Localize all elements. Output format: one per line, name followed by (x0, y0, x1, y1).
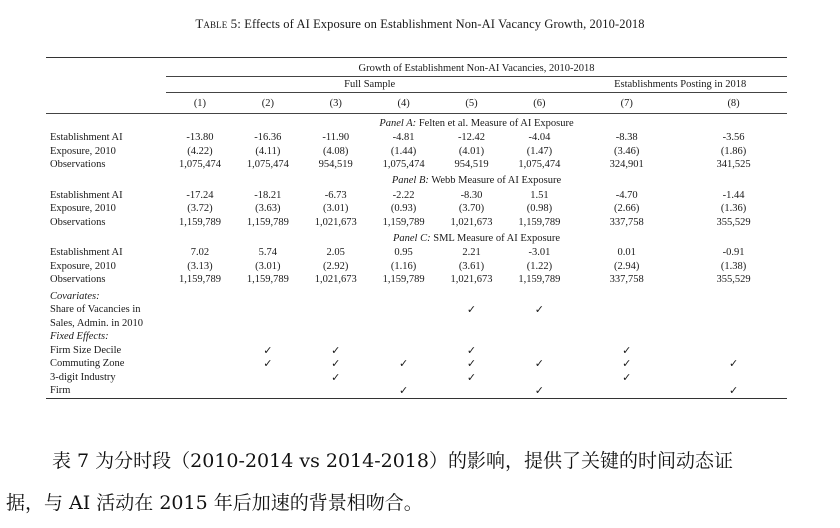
std-error-cell: (0.93) (390, 203, 417, 214)
std-error-row (46, 260, 787, 274)
panel-heading-row (46, 114, 787, 132)
checkmark-cell (505, 371, 573, 385)
empty-cell (302, 330, 370, 344)
row-label: Sales, Admin. in 2010 (50, 317, 144, 329)
std-error-cell: (1.16) (390, 260, 417, 272)
panel-title: SML Measure of AI Exposure (433, 232, 560, 244)
regression-table (46, 57, 787, 399)
observations-cell: 954,519 (318, 159, 353, 170)
empty-cell (370, 330, 438, 344)
empty-cell (438, 317, 506, 331)
row-label: Share of Vacancies in (50, 304, 141, 315)
coefficient-cell: -1.44 (722, 189, 745, 201)
empty-cell (166, 290, 234, 304)
empty-cell (505, 330, 573, 344)
coefficient-cell: 2.21 (462, 247, 481, 258)
observations-cell: 1,159,789 (178, 274, 221, 285)
checkmark-cell (302, 303, 370, 317)
observations-cell: 341,525 (716, 159, 751, 170)
checkmark-cell (166, 371, 234, 385)
std-error-cell: (3.72) (187, 203, 213, 214)
table-title: Effects of AI Exposure on Establishment Non-AI Vacancy Growth, 2010-2018 (244, 17, 645, 31)
body-paragraph-line-2: 据，与 AI 活动在 2015 年后加速的背景相吻合。 (6, 492, 423, 514)
std-error-cell: (3.63) (255, 203, 281, 214)
empty-cell (438, 290, 506, 304)
row-label: 3-digit Industry (50, 371, 116, 383)
column-number: (5) (438, 93, 506, 114)
observations-cell: 324,901 (609, 159, 644, 170)
coefficient-cell: 7.02 (190, 247, 210, 258)
std-error-cell: (1.47) (526, 145, 553, 157)
empty-cell (573, 330, 680, 344)
row-label: Observations (50, 216, 106, 228)
checkmark-cell: ✓ (331, 370, 341, 384)
table-label: Table 5: (195, 16, 241, 31)
observations-cell: 1,159,789 (518, 274, 561, 285)
checkmark-cell (438, 384, 506, 398)
empty-cell (573, 290, 680, 304)
coefficient-cell: -2.22 (392, 189, 415, 201)
empty-cell (680, 290, 787, 304)
checkmark-cell (370, 371, 438, 385)
coefficient-cell: -4.81 (392, 132, 415, 143)
checkmark-cell (370, 303, 438, 317)
checkmark-cell (166, 357, 234, 371)
fixed-effect-row (46, 344, 787, 358)
observations-cell: 1,159,789 (518, 216, 561, 228)
empty-cell (234, 290, 302, 304)
panel-heading (166, 229, 787, 246)
std-error-cell: (1.38) (720, 260, 747, 272)
checkmark-cell (680, 303, 787, 317)
coefficient-cell: 1.51 (530, 189, 549, 201)
checkmark-cell (166, 384, 234, 398)
fixed-effects-heading-row (46, 330, 787, 344)
empty-cell (302, 317, 370, 331)
observations-cell: 1,159,789 (382, 274, 425, 285)
checkmark-cell: ✓ (466, 357, 477, 370)
observations-cell: 1,021,673 (450, 216, 493, 228)
std-error-cell: (2.94) (614, 260, 640, 272)
panel-heading (166, 114, 787, 132)
row-label: Covariates: (50, 290, 100, 302)
coefficient-cell: -11.90 (322, 132, 350, 143)
row-label: Firm (46, 384, 166, 398)
coefficient-cell: -0.91 (722, 247, 745, 258)
coefficient-cell: 2.05 (326, 247, 345, 258)
std-error-cell: (4.11) (255, 145, 281, 157)
header-spanner-row (46, 62, 787, 77)
std-error-cell: (3.13) (187, 260, 213, 272)
observations-cell: 1,075,474 (246, 159, 289, 170)
coefficient-row (46, 131, 787, 145)
header-establishments-posting: Establishments Posting in 2018 (573, 77, 787, 93)
column-number: (6) (505, 93, 573, 114)
observations-cell: 1,021,673 (314, 274, 357, 285)
checkmark-cell (370, 344, 438, 358)
row-label: Commuting Zone (50, 358, 125, 369)
empty-cell (505, 290, 573, 304)
empty-cell (505, 317, 573, 331)
column-number: (1) (166, 93, 234, 114)
std-error-cell: (1.86) (720, 145, 747, 157)
observations-cell: 355,529 (716, 216, 751, 228)
std-error-cell: (1.44) (390, 145, 417, 157)
observations-cell: 1,159,789 (382, 216, 425, 228)
std-error-row (46, 202, 787, 216)
coefficient-cell: -4.04 (528, 132, 551, 143)
checkmark-cell (234, 384, 302, 398)
panel-heading (166, 172, 787, 189)
std-error-cell: (4.01) (458, 145, 485, 157)
checkmark-cell: ✓ (680, 384, 787, 398)
header-group-row (46, 77, 787, 93)
empty-cell (573, 317, 680, 331)
checkmark-cell: ✓ (534, 357, 544, 370)
panel-label: Panel A: (379, 117, 417, 129)
empty-cell (234, 330, 302, 344)
checkmark-cell: ✓ (622, 343, 632, 357)
coefficient-cell: 0.01 (617, 247, 636, 258)
coefficient-cell: -13.80 (186, 132, 214, 143)
row-label: Observations (50, 274, 106, 285)
body-paragraph-line-1: 表 7 为分时段（2010-2014 vs 2014-2018）的影响，提供了关键的时间动态证 (52, 450, 733, 472)
checkmark-cell (505, 344, 573, 358)
coefficient-cell: -12.42 (457, 132, 486, 143)
std-error-row (46, 145, 787, 159)
coefficient-cell: -8.38 (615, 132, 638, 143)
empty-cell (370, 290, 438, 304)
std-error-cell: (1.36) (720, 203, 747, 214)
observations-row (46, 273, 787, 287)
checkmark-cell: ✓ (622, 370, 632, 384)
covariates-heading-row (46, 290, 787, 304)
share-vacancies-row (46, 303, 787, 317)
checkmark-cell (166, 344, 234, 358)
std-error-cell: (4.22) (187, 145, 213, 157)
coefficient-row (46, 189, 787, 203)
empty-cell (680, 330, 787, 344)
checkmark-cell: ✓ (263, 343, 273, 357)
row-label: Establishment AI (50, 189, 123, 201)
checkmark-cell: ✓ (622, 357, 632, 370)
checkmark-cell (234, 303, 302, 317)
empty-cell (234, 317, 302, 331)
row-label: Establishment AI (50, 132, 123, 143)
checkmark-cell: ✓ (370, 384, 438, 398)
checkmark-cell: ✓ (331, 343, 341, 357)
std-error-cell: (3.61) (458, 260, 485, 272)
checkmark-cell (573, 303, 680, 317)
checkmark-cell (573, 384, 680, 398)
checkmark-cell: ✓ (466, 370, 477, 384)
table-caption (0, 16, 840, 32)
panel-heading-row (46, 229, 787, 246)
coefficient-cell: -3.56 (722, 132, 745, 143)
row-label: Fixed Effects: (50, 331, 109, 342)
column-number: (7) (573, 93, 680, 114)
checkmark-cell (680, 371, 787, 385)
checkmark-cell (234, 371, 302, 385)
std-error-cell: (3.01) (255, 260, 281, 272)
observations-cell: 1,159,789 (246, 216, 289, 228)
empty-cell (302, 290, 370, 304)
checkmark-cell: ✓ (505, 384, 573, 398)
panel-heading-row (46, 172, 787, 189)
observations-cell: 337,758 (609, 274, 644, 285)
column-number: (4) (370, 93, 438, 114)
row-label: Observations (50, 159, 106, 170)
row-label: Establishment AI (50, 247, 123, 258)
fixed-effect-row (46, 357, 787, 371)
checkmark-cell (166, 303, 234, 317)
coefficient-cell: -18.21 (254, 189, 282, 201)
column-number: (8) (680, 93, 787, 114)
column-number: (2) (234, 93, 302, 114)
observations-cell: 1,159,789 (246, 274, 289, 285)
coefficient-cell: -16.36 (254, 132, 282, 143)
std-error-cell: (3.01) (323, 203, 349, 214)
row-label: Exposure, 2010 (50, 145, 116, 157)
observations-cell: 1,075,474 (518, 159, 561, 170)
observations-row (46, 216, 787, 230)
fixed-effect-row (46, 371, 787, 385)
checkmark-cell: ✓ (728, 357, 739, 370)
coefficient-row (46, 246, 787, 260)
std-error-cell: (3.46) (614, 145, 640, 157)
panel-title: Webb Measure of AI Exposure (431, 175, 562, 187)
column-number: (3) (302, 93, 370, 114)
empty-cell (370, 317, 438, 331)
empty-cell (166, 330, 234, 344)
std-error-cell: (2.66) (614, 203, 640, 214)
std-error-cell: (4.08) (323, 145, 349, 157)
empty-cell (680, 317, 787, 331)
checkmark-cell: ✓ (263, 357, 273, 370)
checkmark-cell: ✓ (466, 303, 477, 316)
coefficient-cell: -6.73 (324, 189, 347, 201)
std-error-cell: (1.22) (526, 260, 553, 272)
share-vacancies-row-cont (46, 317, 787, 331)
row-label: Firm Size Decile (50, 344, 122, 356)
observations-cell: 1,075,474 (382, 159, 425, 170)
header-full-sample: Full Sample (166, 77, 573, 93)
observations-cell: 954,519 (454, 159, 489, 170)
coefficient-cell: 5.74 (258, 247, 278, 258)
panel-label: Panel C: (392, 232, 431, 244)
coefficient-cell: -3.01 (528, 247, 551, 258)
checkmark-cell: ✓ (399, 357, 409, 370)
observations-cell: 1,021,673 (450, 274, 493, 285)
std-error-cell: (2.92) (323, 260, 349, 272)
checkmark-cell (302, 384, 370, 398)
row-label: Exposure, 2010 (50, 260, 116, 272)
checkmark-cell: ✓ (534, 303, 544, 316)
observations-cell: 1,075,474 (178, 159, 221, 170)
header-spanner: Growth of Establishment Non-AI Vacancies, 2010-2018 (166, 62, 787, 77)
std-error-cell: (3.70) (458, 203, 485, 214)
coefficient-cell: -4.70 (615, 189, 638, 201)
checkmark-cell: ✓ (466, 343, 477, 357)
observations-cell: 1,021,673 (314, 216, 357, 228)
std-error-cell: (0.98) (526, 203, 553, 214)
fixed-effect-row (46, 384, 787, 398)
column-number-row (46, 93, 787, 114)
row-label: Exposure, 2010 (50, 203, 116, 214)
panel-title: Felten et al. Measure of AI Exposure (418, 117, 574, 129)
checkmark-cell (680, 344, 787, 358)
observations-row (46, 158, 787, 172)
observations-cell: 355,529 (716, 274, 751, 285)
empty-cell (166, 317, 234, 331)
observations-cell: 337,758 (609, 216, 644, 228)
empty-cell (438, 330, 506, 344)
coefficient-cell: -8.30 (460, 189, 483, 201)
coefficient-cell: 0.95 (394, 247, 413, 258)
checkmark-cell: ✓ (331, 357, 341, 370)
observations-cell: 1,159,789 (178, 216, 221, 228)
panel-label: Panel B: (391, 175, 429, 187)
coefficient-cell: -17.24 (186, 189, 214, 201)
